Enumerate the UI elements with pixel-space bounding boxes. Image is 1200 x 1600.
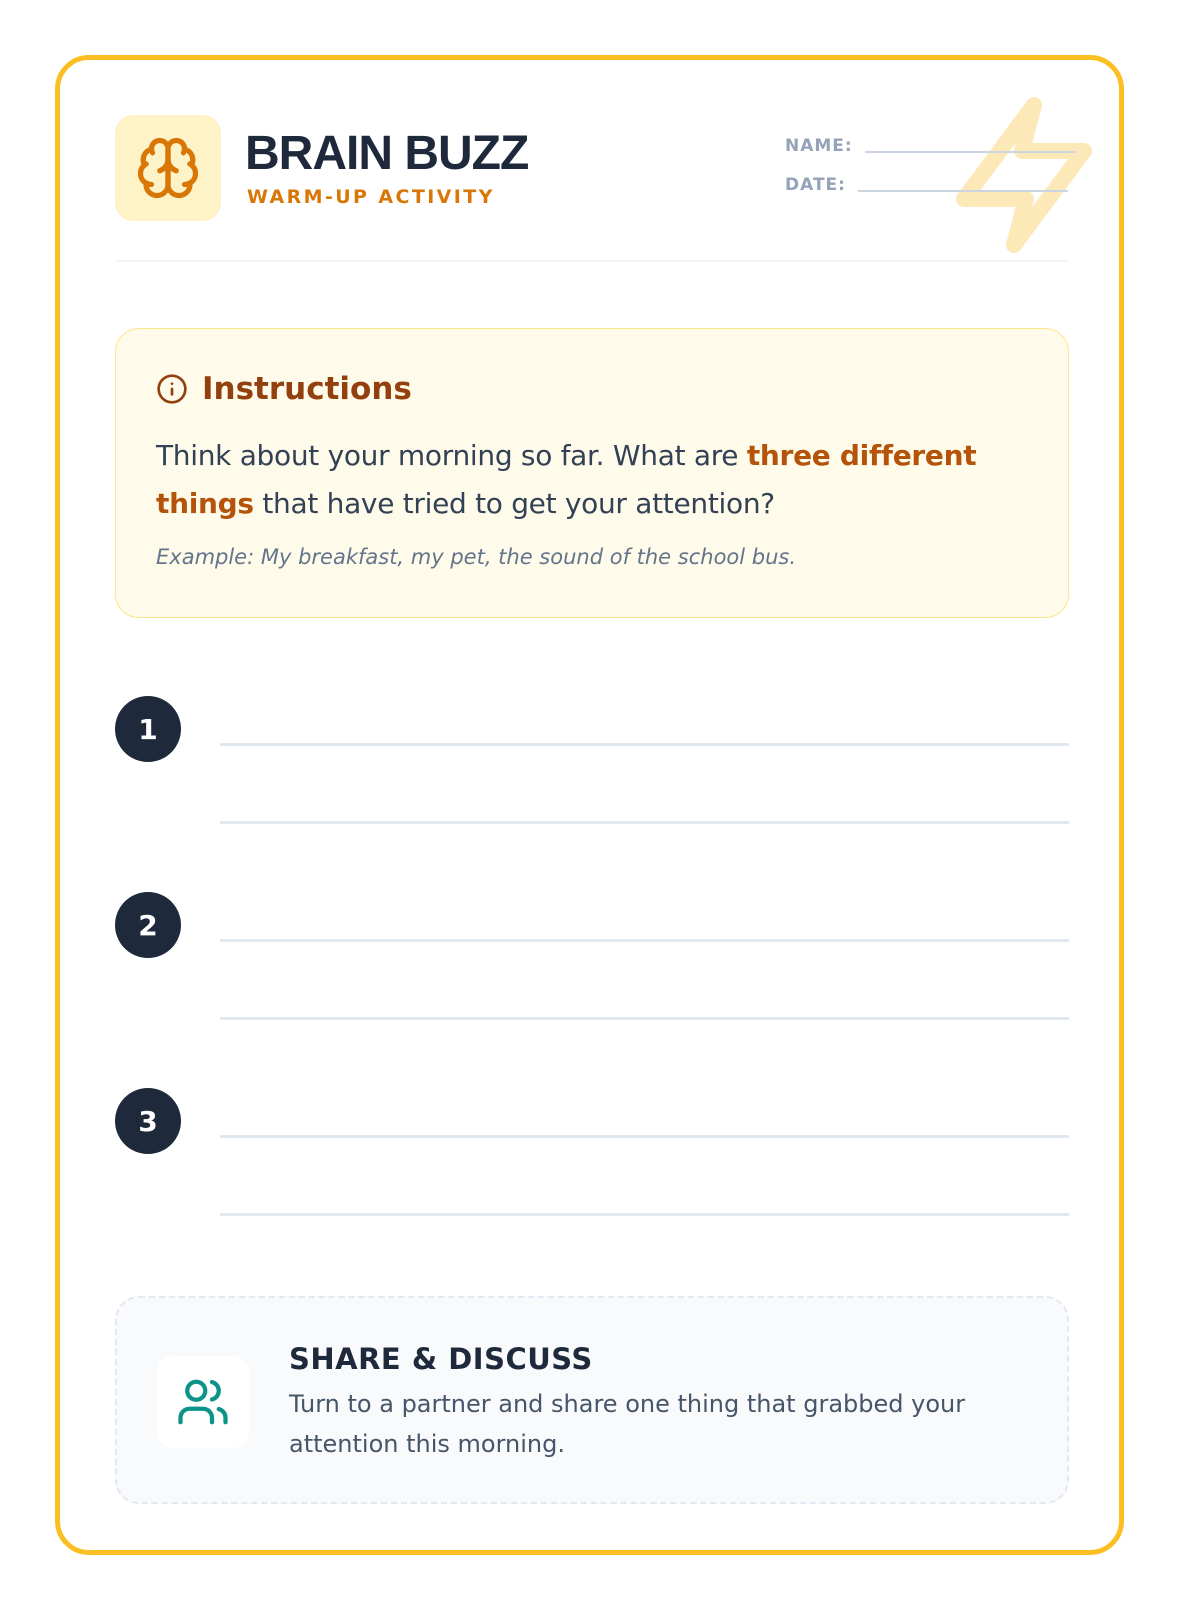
- answer-line[interactable]: [220, 1213, 1069, 1216]
- answer-item-2: [115, 892, 1069, 1052]
- logo-tile: [115, 115, 221, 221]
- answer-number-badge: 2: [115, 892, 181, 958]
- answer-line[interactable]: [220, 1017, 1069, 1020]
- date-field[interactable]: [785, 175, 1068, 195]
- instructions-text-end: that have tried to get your attention?: [253, 487, 775, 520]
- name-line[interactable]: [865, 151, 1075, 153]
- share-discuss-box: [115, 1296, 1069, 1504]
- date-line[interactable]: [858, 190, 1068, 192]
- info-icon: [156, 373, 188, 405]
- header-divider: [115, 260, 1069, 262]
- share-title: SHARE & DISCUSS: [289, 1342, 593, 1376]
- answer-line[interactable]: [220, 939, 1069, 942]
- share-icon-tile: [157, 1356, 249, 1448]
- page-subtitle: WARM-UP ACTIVITY: [247, 186, 495, 208]
- name-field[interactable]: [785, 136, 1075, 156]
- page-title: BRAIN BUZZ: [245, 127, 529, 180]
- answer-line[interactable]: [220, 821, 1069, 824]
- instructions-text: [156, 432, 1046, 528]
- users-icon: [176, 1375, 230, 1429]
- instructions-highlight: three different things: [156, 439, 977, 520]
- instructions-example: Example: My breakfast, my pet, the sound of the school bus.: [156, 545, 797, 569]
- answer-line[interactable]: [220, 1135, 1069, 1138]
- answer-number-badge: 1: [115, 696, 181, 762]
- date-label: DATE:: [785, 175, 846, 195]
- share-text: Turn to a partner and share one thing that grabbed your attention this morning.: [289, 1390, 966, 1458]
- answer-item-1: [115, 696, 1069, 856]
- instructions-box: [115, 328, 1069, 618]
- instructions-heading: [156, 371, 412, 407]
- answer-number-badge: 3: [115, 1088, 181, 1154]
- answer-line[interactable]: [220, 743, 1069, 746]
- worksheet-card: [55, 55, 1124, 1555]
- name-label: NAME:: [785, 136, 853, 156]
- answer-item-3: [115, 1088, 1069, 1248]
- brain-icon: [135, 135, 201, 201]
- instructions-text-start: Think about your morning so far. What are: [156, 439, 747, 472]
- instructions-title: Instructions: [202, 371, 412, 407]
